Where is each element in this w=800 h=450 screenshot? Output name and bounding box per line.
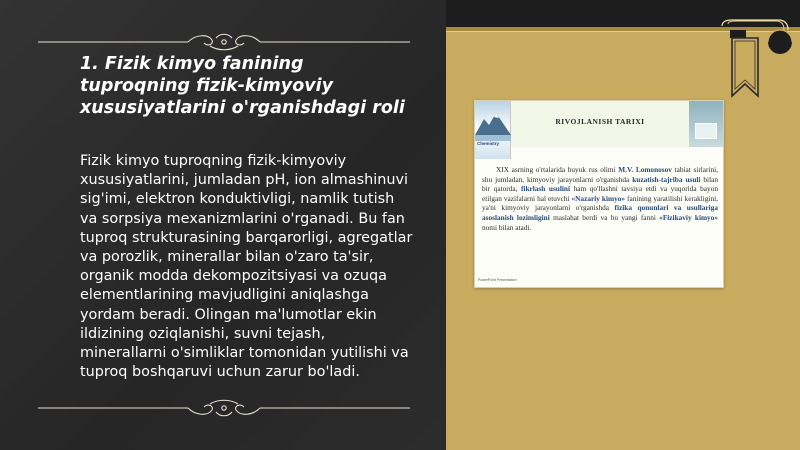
document-highlight: fikrlash usulini (520, 184, 570, 194)
document-text-run: maslahat berdi va bu yangi fanni (549, 212, 660, 222)
slide-body: Fizik kimyo tuproqning fizik-kimyoviy xususiyatlarini, jumladan pH, ion almashinuvi sig'imi, elektron konduktivligi, namlik tutish va sorpsiya mexanizmlarini o'rganadi. Bu fan tuproq strukturasining barqarorligi, agregatlar va porozlik, minerallar bilan o'zaro ta'sir, organik modda dekompozitsiyasi va ozuqa elementlarining mavjudligini aniqlashga yordam beradi. Olingan ma'lumotlar ekin ildizining oziqlanishi, suvni tejash, minerallarni o'simliklar tomonidan yutilishi va tuproq boshqaruvi uchun zarur bo'ladi. (80, 153, 413, 381)
document-text-run: bilan bir qatorda, (482, 174, 718, 194)
document-text-run: ham qo'llashni tavsiya etdi va yuqorida bayon etilgan vazifalarni hal etuvchi (482, 184, 718, 203)
document-heading: RIVOJLANISH TARIXI (555, 117, 645, 126)
document-highlight: M.V. Lomonosov (618, 165, 672, 174)
document-highlight: «Fizikaviy kimyo» (659, 212, 719, 222)
document-paragraph (482, 165, 718, 232)
book-cover-image (475, 101, 511, 159)
document-image (474, 100, 724, 288)
ornamental-divider-icon (38, 31, 410, 53)
slide-title: 1. Fizik kimyo fanining tuproqning fizik-kimyoviy xususiyatlarini o'rganishdagi roli (80, 54, 405, 118)
ornamental-divider-icon (38, 397, 410, 419)
document-decoration-box (695, 123, 717, 139)
mountain-icon (475, 105, 511, 141)
document-text-run: tabiat sirlarini, shu jumladan, kimyoviy jarayonlarni o'rganishda (482, 165, 718, 184)
document-text-run: XIX asrning o'rtalarida buyuk rus olimi (496, 165, 619, 174)
document-highlight: «Nazariy kimyo» (571, 193, 626, 203)
book-title: Chemistry (477, 141, 500, 146)
document-footer: PowerPoint Presentation (478, 278, 517, 282)
document-text-run: nomi bilan atadi. (482, 222, 532, 232)
document-text-run: fanining yaratilishi kerakligini, ya'ni kimyoviy jarayonlarni o'rganishda (482, 193, 718, 213)
document-highlight: fizika qonunlari va usullariga asoslanish lozimligini (482, 203, 718, 222)
bookmark-ribbon-icon (718, 18, 792, 110)
document-highlight: kuzatish-tajriba usuli (632, 174, 701, 184)
